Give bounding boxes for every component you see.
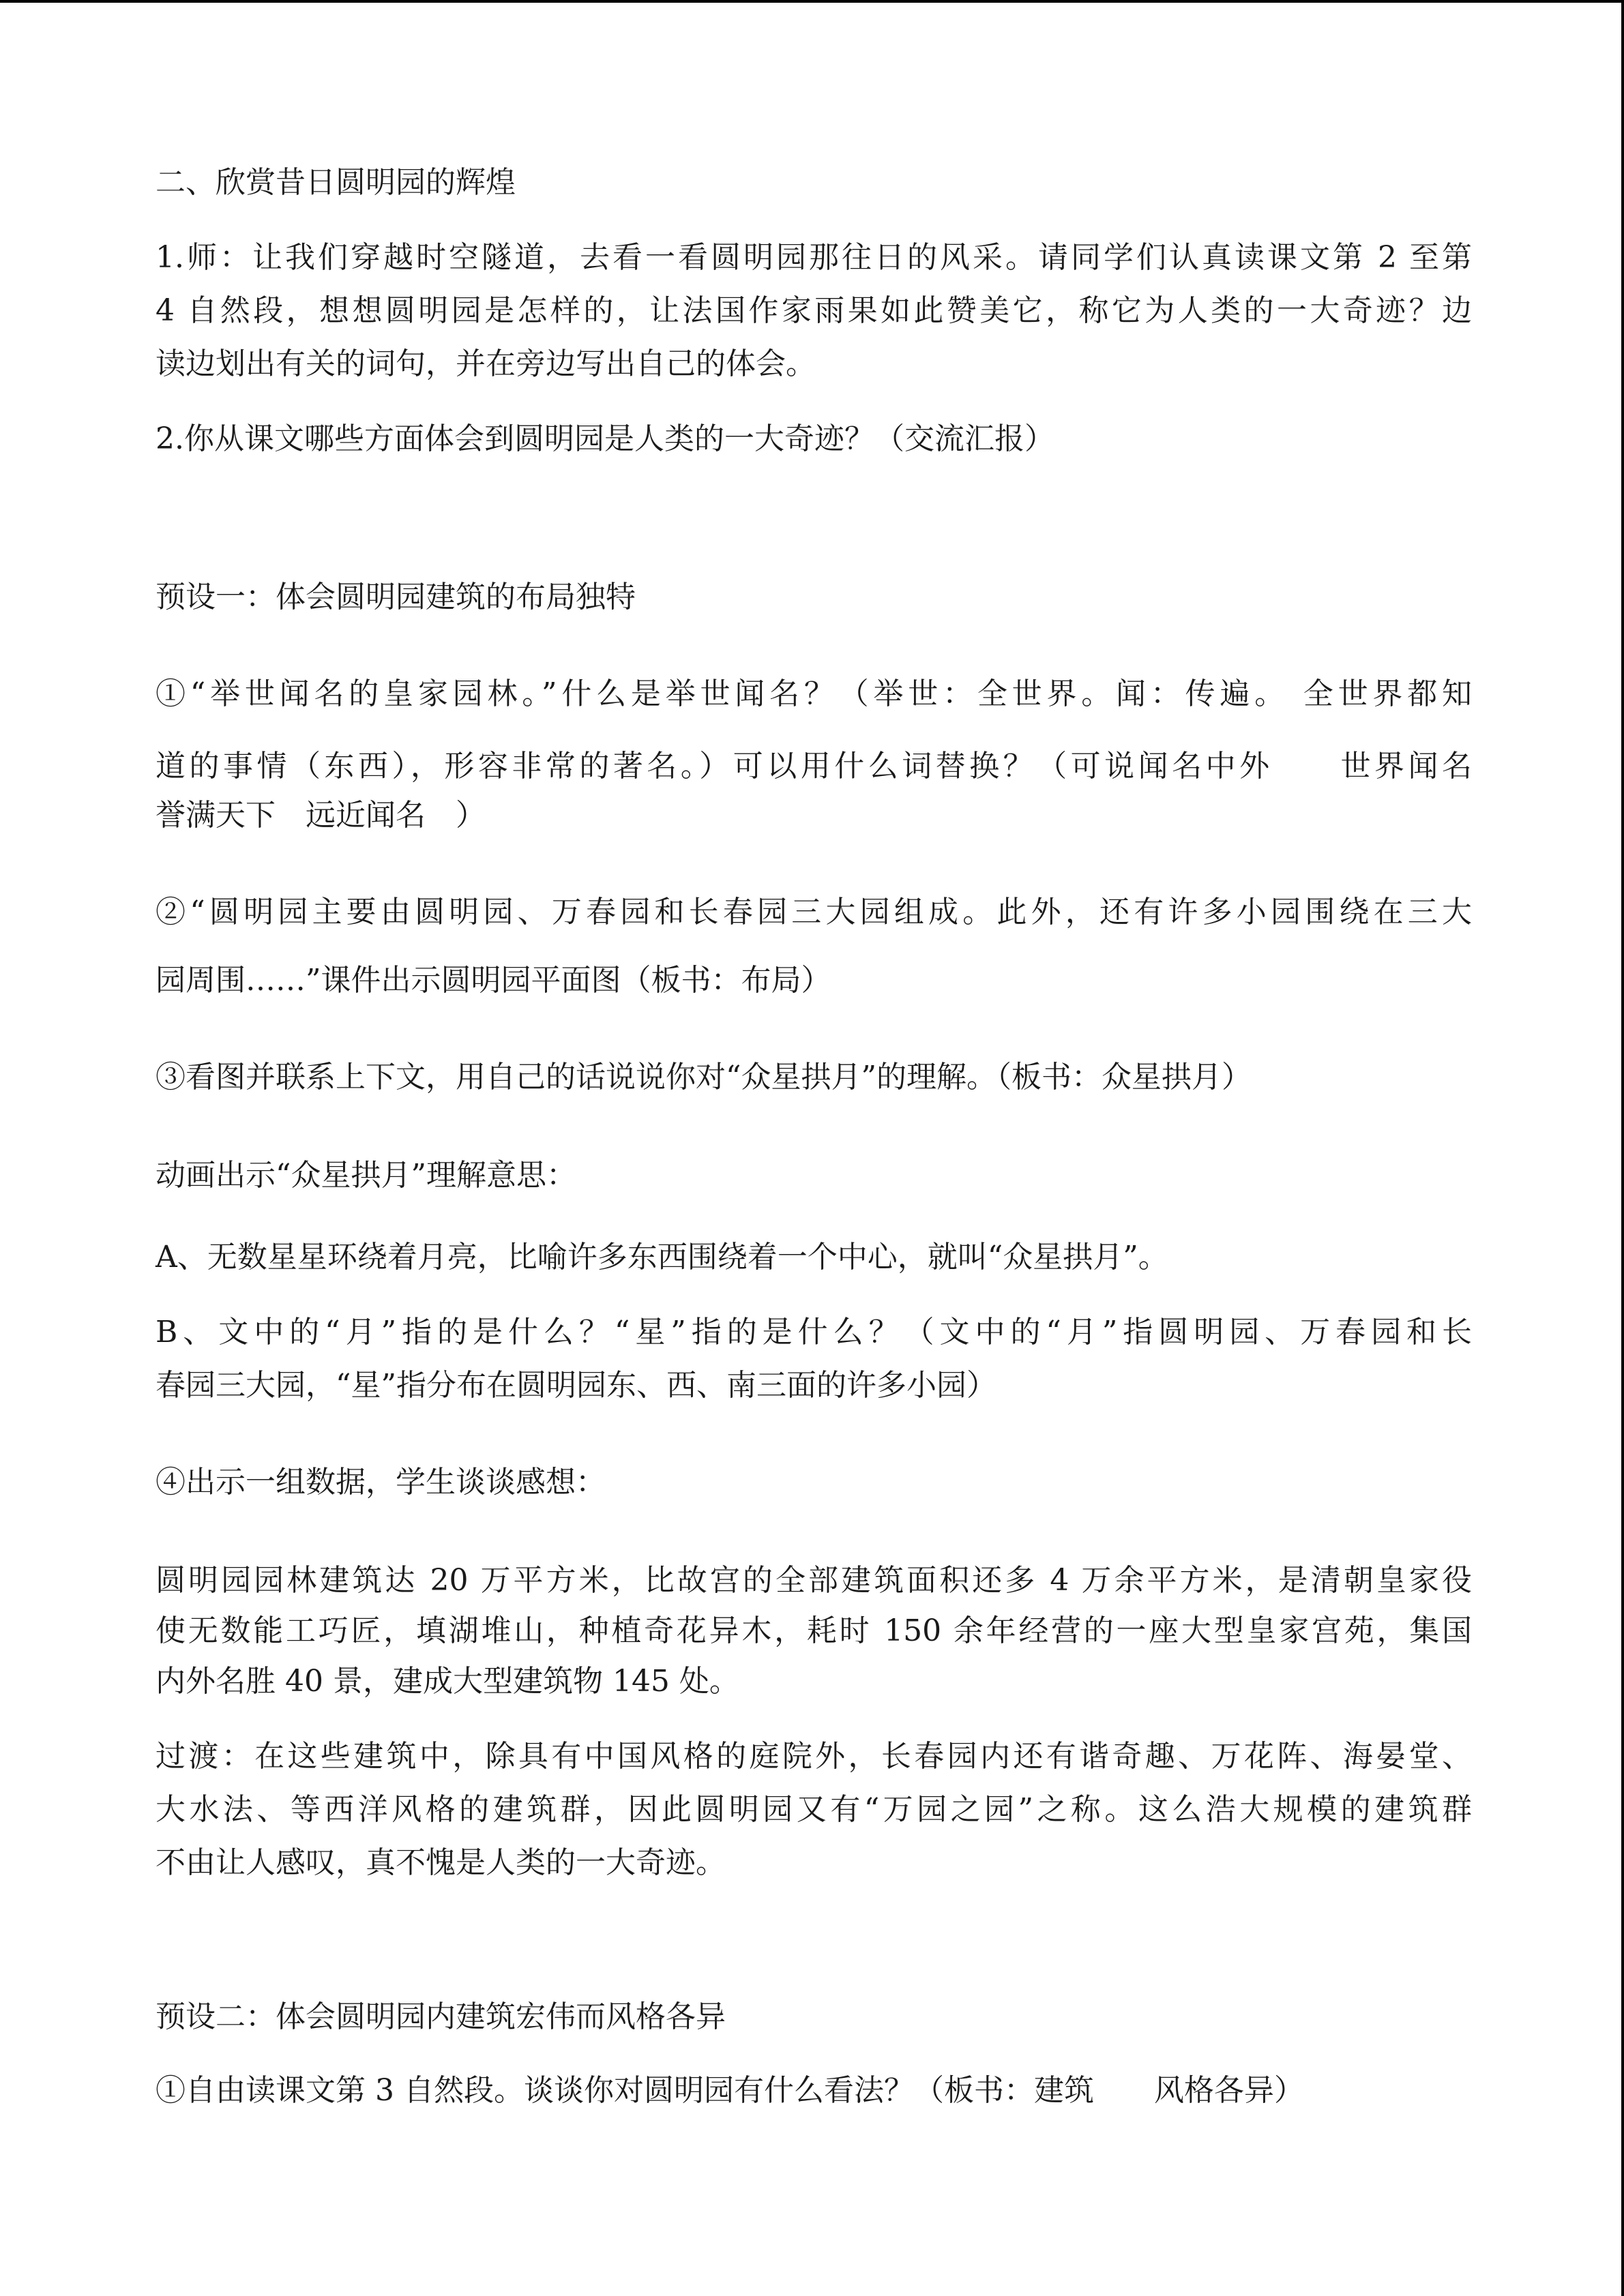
paragraph-line: 使无数能工巧匠，填湖堆山，种植奇花异木，耗时 150 余年经营的一座大型皇家宫苑，集国 (156, 1613, 1472, 1648)
paragraph-line: 2.你从课文哪些方面体会到圆明园是人类的一大奇迹？（交流汇报） (156, 421, 1054, 456)
subheading: 预设一：体会圆明园建筑的布局独特 (156, 580, 636, 614)
paragraph-line: ①“举世闻名的皇家园林。”什么是举世闻名？（举世：全世界。闻：传遍。 全世界都知 (156, 676, 1472, 711)
paragraph-line: ④出示一组数据，学生谈谈感想： (156, 1465, 606, 1500)
paragraph-line: ①自由读课文第 3 自然段。谈谈你对圆明园有什么看法？（板书：建筑 风格各异） (156, 2073, 1304, 2108)
paragraph-line: 1.师：让我们穿越时空隧道，去看一看圆明园那往日的风采。请同学们认真读课文第 2 至第 (156, 240, 1472, 275)
section-heading: 二、欣赏昔日圆明园的辉煌 (156, 165, 516, 200)
paragraph-line: 誉满天下 远近闻名 ） (156, 798, 486, 833)
paragraph-line: 4 自然段，想想圆明园是怎样的，让法国作家雨果如此赞美它，称它为人类的一大奇迹？边 (156, 293, 1472, 328)
paragraph-line: 不由让人感叹，真不愧是人类的一大奇迹。 (156, 1845, 726, 1880)
list-item: B、文中的“月”指的是什么？“星”指的是什么？（文中的“月”指圆明园、万春园和长 (156, 1315, 1472, 1350)
paragraph-line: 道的事情（东西），形容非常的著名。）可以用什么词替换？（可说闻名中外 世界闻名 (156, 749, 1472, 784)
paragraph-line: 园周围……”课件出示圆明园平面图（板书：布局） (156, 963, 831, 998)
paragraph-line: 过渡：在这些建筑中，除具有中国风格的庭院外，长春园内还有谐奇趣、万花阵、海晏堂、 (156, 1739, 1472, 1774)
paragraph-line: 圆明园园林建筑达 20 万平方米，比故宫的全部建筑面积还多 4 万余平方米，是清朝皇家役 (156, 1563, 1472, 1598)
paragraph-line: 动画出示“众星拱月”理解意思： (156, 1158, 576, 1193)
paragraph-line: 春园三大园，“星”指分布在圆明园东、西、南三面的许多小园） (156, 1368, 996, 1403)
page-border-right (1621, 0, 1624, 2296)
paragraph-line: ③看图并联系上下文，用自己的话说说你对“众星拱月”的理解。（板书：众星拱月） (156, 1060, 1252, 1094)
paragraph-line: 读边划出有关的词句，并在旁边写出自己的体会。 (156, 346, 816, 381)
paragraph-line: 内外名胜 40 景，建成大型建筑物 145 处。 (156, 1664, 739, 1699)
list-item: A、无数星星环绕着月亮，比喻许多东西围绕着一个中心，就叫“众星拱月”。 (156, 1240, 1168, 1274)
paragraph-line: ②“圆明园主要由圆明园、万春园和长春园三大园组成。此外，还有许多小园围绕在三大 (156, 895, 1472, 929)
subheading: 预设二：体会圆明园内建筑宏伟而风格各异 (156, 1999, 726, 2034)
paragraph-line: 大水法、等西洋风格的建筑群，因此圆明园又有“万园之园”之称。这么浩大规模的建筑群 (156, 1792, 1472, 1827)
page-border-top (0, 0, 1624, 3)
